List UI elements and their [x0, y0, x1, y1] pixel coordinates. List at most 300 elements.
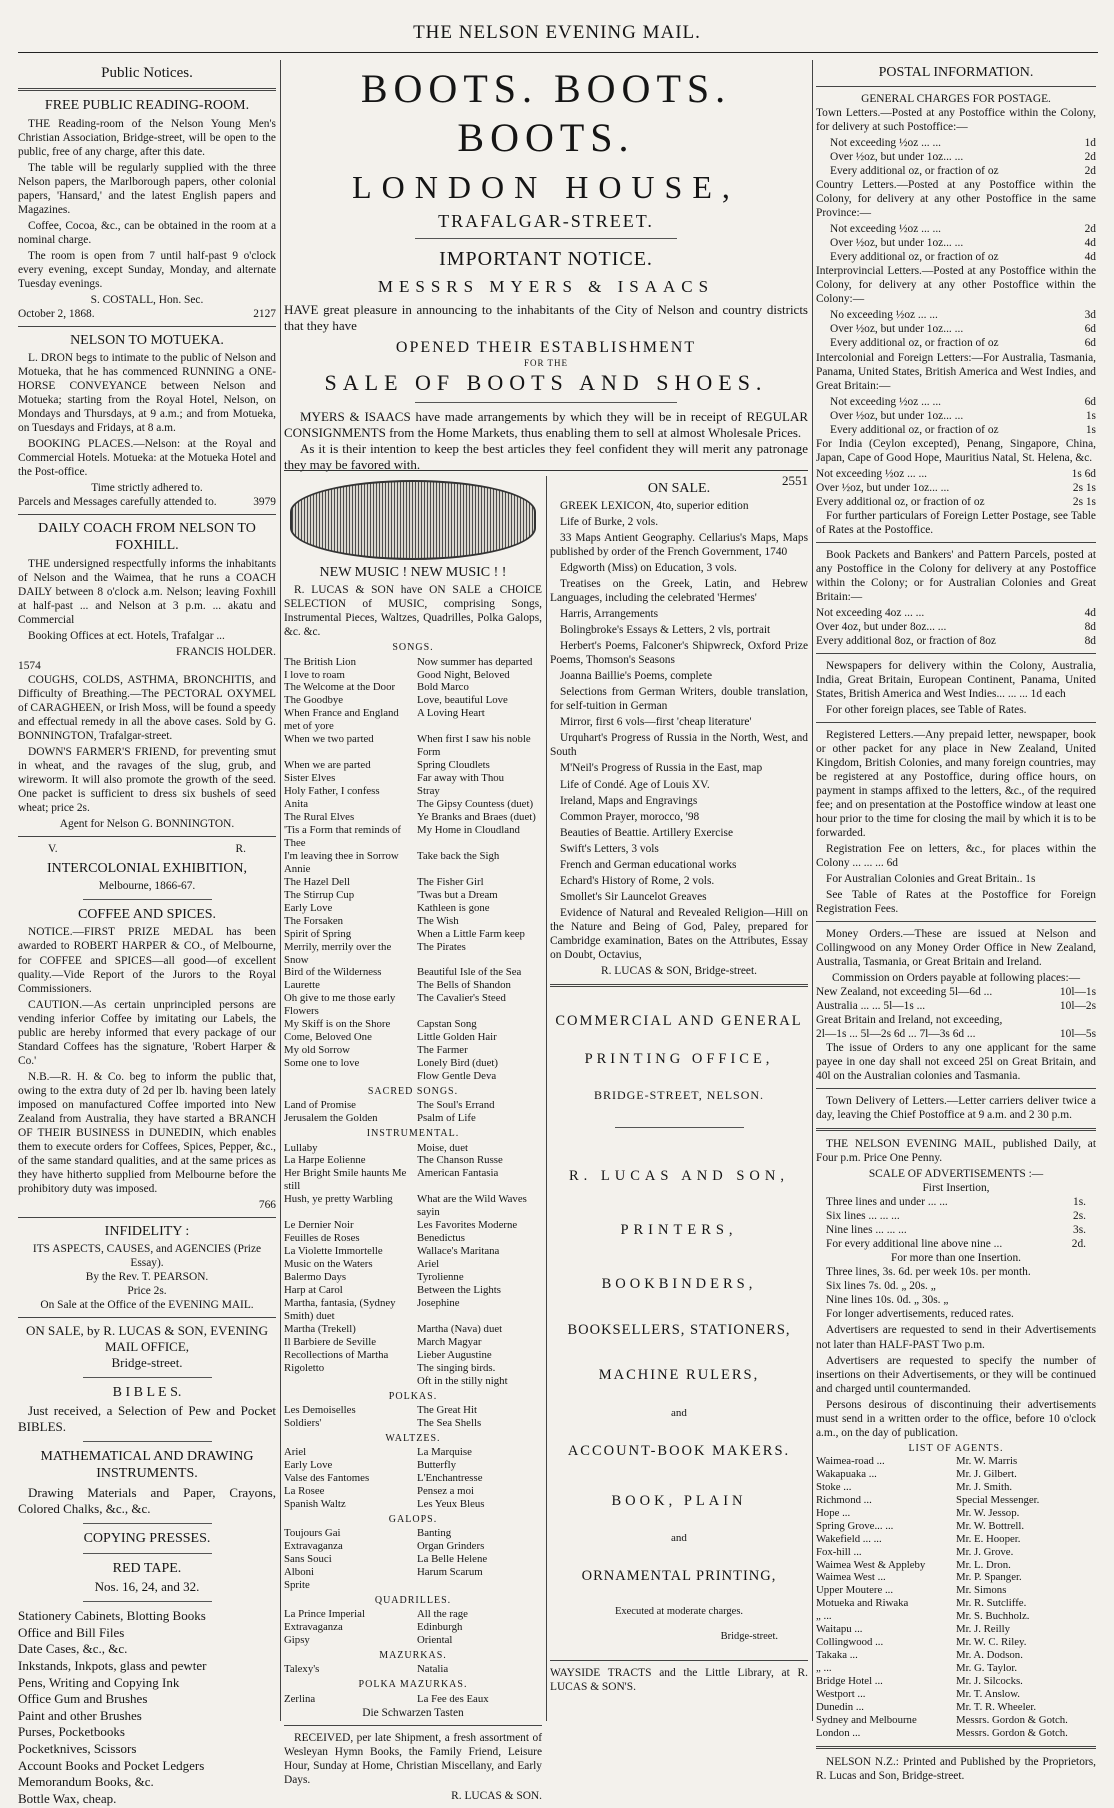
rate-row — [830, 136, 1096, 150]
ad-text: NOTICE.—FIRST PRIZE MEDAL has been awarded to ROBERT HARPER & CO., of Melbourne, for COFFEE and SPICES—all good—of excellent quality.—Vide Report of the Jurors to the Royal Commissioners. — [18, 926, 276, 995]
rate-value: 3s. — [1073, 1224, 1086, 1237]
list-item: Extravaganza — [284, 1621, 343, 1634]
list-item: Upper Moutere ... — [816, 1584, 894, 1597]
divider — [83, 1601, 212, 1602]
divider — [18, 1317, 276, 1318]
list-item: L'Enchantresse — [417, 1472, 483, 1485]
list-item: Mr. T. R. Wheeler. — [956, 1701, 1037, 1714]
rate-row — [816, 999, 1096, 1013]
postal-text: Intercolonial and Foreign Letters:—For Australia, Tasmania, Panama, United States, British America and West Indies, and Great Britain:— — [816, 351, 1096, 392]
rate-label: Six lines ... ... ... — [826, 1210, 900, 1223]
list-item: La Fee des Eaux — [417, 1692, 489, 1705]
rate-row — [826, 1209, 1086, 1223]
list-item: The Great Hit — [417, 1403, 477, 1416]
ad-text: HAVE great pleasure in announcing to the inhabitants of the City of Nelson and country districts that they have — [284, 302, 808, 334]
list-item: Spring Cloudlets — [417, 759, 490, 772]
list-item: Good Night, Beloved — [417, 668, 510, 681]
list-item: Zerlina — [284, 1692, 316, 1705]
ad-text: THE undersigned respectfully informs the inhabitants of Nelson and the Waimea, that he runs a COACH DAILY between 8 o'clock a.m. Nelson; leaving Foxhill at half-past ... and Nelson at 3 p.m. ... akatu and Commercial — [18, 557, 276, 626]
office-title: COMMERCIAL AND GENERAL — [555, 1012, 803, 1029]
rate-value: 2d. — [1071, 1238, 1086, 1251]
list-item: Pens, Writing and Copying Ink — [18, 1674, 180, 1690]
ad-text: CAUTION.—As certain unprincipled persons are vending inferior Coffee by imitating our Labels, the public are hereby informed that every package of our Standard Coffees has the signature, 'Robert Harper & Co.' — [18, 998, 276, 1067]
list-item: Lullaby — [284, 1141, 318, 1154]
list-item: Paint and other Brushes — [18, 1707, 142, 1723]
firm-name: R. LUCAS AND SON, — [569, 1168, 789, 1185]
rate-label: Every additional oz, or fraction of oz — [830, 337, 999, 350]
subsection-title: POLKA MAZURKAS. — [358, 1679, 468, 1691]
rate-table — [816, 395, 1096, 437]
ad-signature: R. LUCAS & SON, Bridge-street. — [601, 964, 757, 977]
rate-value: 6d — [1084, 337, 1096, 350]
list-item: Holy Father, I confess — [284, 785, 380, 798]
masthead: THE NELSON EVENING MAIL. — [413, 22, 701, 43]
subsection-title: LIST OF AGENTS. — [908, 1442, 1004, 1454]
ad-text: The room is open from 7 until half-past 9 o'clock every evening, except Sunday, Monday, and alternate Tuesday evenings. — [18, 249, 276, 290]
list-item: Mr. J. Silcocks. — [956, 1675, 1023, 1688]
list-item: The Gipsy Countess (duet) — [417, 798, 534, 811]
list-item: March Magyar — [417, 1335, 482, 1348]
list-item: Valse des Fantomes — [284, 1472, 370, 1485]
trade-note: Executed at moderate charges. — [614, 1605, 744, 1617]
list-item: Little Golden Hair — [417, 1031, 497, 1044]
ad-text: As it is their intention to keep the best articles they feel confident they will merit any patronage they may be favored with. — [284, 441, 808, 473]
rate-value: 4d — [1084, 237, 1096, 250]
list-item: Extravaganza — [284, 1540, 343, 1553]
divider — [550, 1660, 808, 1661]
ad-title: RED TAPE. — [112, 1560, 182, 1576]
trade: PRINTERS, — [620, 1221, 738, 1238]
divider — [83, 1377, 212, 1378]
trade-connector: and — [671, 1407, 687, 1420]
list-item: Come, Beloved One — [284, 1031, 372, 1044]
divider — [816, 542, 1096, 543]
list-item: La Harpe Eolienne — [284, 1154, 366, 1167]
ad-signature: R. LUCAS & SON. — [451, 1789, 542, 1802]
list-item: The Hazel Dell — [284, 875, 350, 888]
list-item: Ireland, Maps and Engravings — [560, 794, 698, 807]
list-item: The Goodbye — [284, 694, 344, 707]
rate-label: No exceeding ½oz ... ... — [830, 309, 938, 322]
list-item: Ariel — [417, 1258, 440, 1271]
ad-title: FREE PUBLIC READING-ROOM. — [44, 98, 250, 114]
mail-text: For more than one Insertion. — [890, 1252, 1021, 1265]
postal-text: Commission on Orders payable at following places:— — [831, 972, 1081, 985]
rate-value: 2d — [1084, 223, 1096, 236]
ad-title: B I B L E S. — [112, 1385, 182, 1401]
list-item: Westport ... — [816, 1688, 866, 1701]
postal-text: See Table of Rates at the Postoffice for Foreign Registration Fees. — [816, 889, 1096, 916]
list-item: Harp at Carol — [284, 1284, 343, 1297]
list-item: La Belle Helene — [417, 1553, 488, 1566]
list-item: Les Demoiselles — [284, 1403, 356, 1416]
divider — [816, 722, 1096, 723]
ad-title: COPYING PRESSES. — [83, 1530, 211, 1546]
list-item: Selections from German Writers, double translation, for self-tuition in German — [550, 686, 808, 713]
divider — [415, 238, 677, 239]
list-item: The Pirates — [417, 940, 466, 953]
ad-title: ON SALE, by R. LUCAS & SON, EVENING MAIL OFFICE, — [26, 1323, 268, 1355]
ad-subtitle: Melbourne, 1866-67. — [98, 880, 196, 893]
divider — [816, 653, 1096, 654]
list-item: When France and England met of yore — [284, 707, 399, 733]
songs-list — [284, 656, 542, 1083]
divider — [816, 921, 1096, 922]
list-item: Beauties of Beattie. Artillery Exercise — [560, 826, 734, 839]
list-item: Mr. A. Dodson. — [956, 1649, 1023, 1662]
rate-row — [816, 495, 1096, 509]
mail-text: Advertisers are requested to specify the number of insertions on their Advertisements, or they will be continued and charged until countermanded. — [816, 1354, 1096, 1395]
list-item: Soldiers' — [284, 1416, 322, 1429]
list-item: 'Twas but a Dream — [417, 888, 498, 901]
trade: BOOKSELLERS, STATIONERS, — [567, 1321, 791, 1338]
rate-row — [816, 1013, 1096, 1027]
list-item: Bold Marco — [417, 681, 469, 694]
rate-row — [816, 481, 1096, 495]
list-item: Beautiful Isle of the Sea — [417, 966, 522, 979]
list-item: The Cavalier's Steed — [417, 992, 506, 1005]
list-item: Some one to love — [284, 1057, 360, 1070]
list-item: Urquhart's Progress of Russia in the North, West, and South — [550, 732, 808, 759]
list-item: „ ... — [816, 1610, 832, 1623]
list-item: Music on the Waters — [284, 1258, 373, 1271]
trade: ACCOUNT-BOOK MAKERS. — [567, 1442, 791, 1459]
subsection-title: INSTRUMENTAL. — [366, 1128, 460, 1140]
divider — [18, 514, 276, 515]
list-item: Mr. J. Reilly — [956, 1623, 1010, 1636]
list-item: Mr. P. Spanger. — [956, 1571, 1022, 1584]
list-item: When we two parted — [284, 733, 374, 746]
rate-row — [830, 236, 1096, 250]
rate-table — [816, 467, 1096, 509]
subsection-title: QUADRILLES. — [374, 1594, 452, 1606]
divider — [816, 1746, 1096, 1749]
ad-text: R. LUCAS & SON have ON SALE a CHOICE SELECTION of MUSIC, comprising Songs, Instrumental Pieces, Waltzes, Quadrilles, Polka Galops, &c. &c. — [284, 584, 542, 639]
list-item: Merrily, merrily over the Snow — [284, 940, 392, 966]
rate-row — [830, 336, 1096, 350]
divider — [550, 984, 808, 987]
list-item: Love, beautiful Love — [417, 694, 508, 707]
ad-title: DAILY COACH FROM NELSON TO FOXHILL. — [38, 521, 256, 554]
list-item: Mr. S. Buchholz. — [956, 1610, 1030, 1623]
rate-label: Every additional oz, or fraction of oz — [830, 423, 999, 436]
ad-text: MYERS & ISAACS have made arrangements by which they will be in receipt of REGULAR CONSIGNMENTS from the Home Markets, thus enabling them to sell at almost Wholesale Prices. — [284, 409, 808, 441]
list-item: All the rage — [417, 1608, 468, 1621]
ad-text: OPENED THEIR ESTABLISHMENT — [395, 339, 697, 357]
list-item: Kathleen is gone — [417, 901, 490, 914]
rate-label: Over ½oz, but under 1oz... ... — [830, 237, 964, 250]
list-item: Joanna Baillie's Poems, complete — [560, 670, 712, 683]
rate-label: Six lines 7s. 0d. „ 20s. „ — [826, 1280, 936, 1293]
rate-value: 1s — [1085, 423, 1096, 436]
rate-label: Every additional oz, or fraction of oz — [830, 251, 999, 264]
books-list — [550, 499, 808, 961]
ad-headline: BOOTS. BOOTS. BOOTS. — [360, 66, 732, 161]
list-item: Toujours Gai — [284, 1527, 341, 1540]
list-item: Spring Grove... ... — [816, 1519, 894, 1532]
list-item: La Marquise — [417, 1446, 472, 1459]
list-item: Waitapu ... — [816, 1623, 863, 1636]
ad-signature: S. COSTALL, Hon. Sec. — [90, 293, 204, 306]
ad-signature: FRANCIS HOLDER. — [176, 645, 276, 658]
ad-text: WAYSIDE TRACTS and the Little Library, at R. LUCAS & SON'S. — [550, 1666, 808, 1693]
list-item: Recollections of Martha — [284, 1348, 389, 1361]
mail-text: First Insertion, — [922, 1182, 990, 1195]
list-item: Harris, Arrangements — [560, 608, 659, 621]
rate-label: Three lines, 3s. 6d. per week 10s. per month. — [826, 1266, 1031, 1279]
trade-connector: and — [671, 1532, 687, 1545]
section-title: POSTAL INFORMATION. — [878, 65, 1034, 80]
rate-value: 1d — [1084, 137, 1096, 150]
list-item: Bridge Hotel ... — [816, 1675, 883, 1688]
cipher-r: R. — [235, 843, 246, 855]
list-item: Richmond ... — [816, 1493, 872, 1506]
ad-text: On Sale at the Office of the EVENING MAIL. — [40, 1299, 254, 1312]
rate-value: 6d — [1084, 395, 1096, 408]
list-item: Memorandum Books, &c. — [18, 1774, 154, 1790]
list-item: Dunedin ... — [816, 1701, 864, 1714]
list-item: Martha (Nava) duet — [417, 1322, 503, 1335]
ad-text: DOWN'S FARMER'S FRIEND, for preventing smut in wheat, and the ravages of the slug, grub, and wireworm. It will also promote the growth of the seed. One packet is sufficient to dress six bushels of seed wheat; price 2s. — [18, 745, 276, 814]
list-item: Benedictus — [417, 1232, 465, 1245]
ad-title: ON SALE. — [647, 481, 711, 496]
ad-text: THE Reading-room of the Nelson Young Men's Christian Association, Bridge-street, will be open to the public, free of any charge, after this date. — [18, 117, 276, 158]
list-item: Waimea West ... — [816, 1571, 886, 1584]
rate-label: Not exceeding 4oz ... ... — [816, 606, 925, 619]
list-item: I'm leaving thee in Sorrow Annie — [284, 849, 399, 875]
list-item: Mr. W. C. Riley. — [956, 1636, 1027, 1649]
ad-street: TRAFALGAR-STREET. — [438, 210, 654, 231]
list-item: Martha, fantasia, (Sydney Smith) duet — [284, 1296, 396, 1322]
postal-text: Registered Letters.—Any prepaid letter, newspaper, book or other packet for any place in New Zealand, United Kingdom, British Colonies, and many foreign countries, may be registered at any Postoffice, during office hours, on payment in stamps affixed to the letters, &c., of the required fee; and on presentation at the Postoffice window at least one hour prior to the time for closing the mail by which it is to be forwarded. — [816, 728, 1096, 839]
list-item: Mirror, first 6 vols—first 'cheap literature' — [560, 716, 752, 729]
list-item: Far away with Thou — [417, 772, 505, 785]
rate-table — [816, 308, 1096, 350]
rate-value: 2s 1s — [1072, 481, 1096, 494]
list-item: La Violette Immortelle — [284, 1245, 383, 1258]
mail-text: THE NELSON EVENING MAIL, published Daily, at Four p.m. Price One Penny. — [816, 1138, 1096, 1165]
list-item: Bolingbroke's Essays & Letters, 2 vls, portrait — [560, 624, 771, 637]
list-item: Mr. G. Taylor. — [956, 1662, 1018, 1675]
list-item: Takaka ... — [816, 1649, 858, 1662]
list-item: Martha (Trekell) — [284, 1322, 356, 1335]
ad-text: Coffee, Cocoa, &c., can be obtained in the room at a nominal charge. — [18, 219, 276, 246]
rate-table — [816, 136, 1096, 178]
ad-footer — [18, 495, 276, 509]
rate-table — [816, 985, 1096, 1041]
list-item: Stationery Cabinets, Blotting Books — [18, 1608, 206, 1624]
ad-title: MATHEMATICAL AND DRAWING INSTRUMENTS. — [40, 1449, 254, 1482]
list-item: Mr. R. Sutcliffe. — [956, 1597, 1027, 1610]
list-item: Early Love — [284, 901, 333, 914]
rate-table — [816, 606, 1096, 648]
list-item — [417, 1579, 542, 1592]
ad-text: RECEIVED, per late Shipment, a fresh assortment of Wesleyan Hymn Books, the Family Friend, Leisure Hour, Sunday at Home, Christian Miscellany, and Early Days. — [284, 1731, 542, 1786]
rate-row — [830, 222, 1096, 236]
list-item: A Loving Heart — [417, 707, 485, 720]
rate-value: 2d — [1084, 151, 1096, 164]
list-item: I love to roam — [284, 668, 345, 681]
list-item: Motueka and Riwaka — [816, 1597, 909, 1610]
ad-date: October 2, 1868. — [18, 307, 95, 320]
postal-text: Book Packets and Bankers' and Pattern Parcels, posted at any Postoffice in the Colony for delivery at any Postoffice within the Colony; or for Australian Colonies and Great Britain:— — [816, 548, 1096, 603]
rate-value: 6d — [1084, 323, 1096, 336]
rate-row — [830, 423, 1096, 437]
ad-signature: Agent for Nelson G. BONNINGTON. — [59, 817, 235, 830]
postal-text: Newspapers for delivery within the Colony, Australia, India, Great Britain, European Continent, Panama, United States, British America and West Indies... ... ... 1d each — [816, 659, 1096, 700]
quadrilles-list — [284, 1608, 542, 1647]
divider — [83, 1523, 212, 1524]
list-item: Spirit of Spring — [284, 927, 352, 940]
rate-row — [830, 322, 1096, 336]
rate-label: Over ½oz, but under 1oz... ... — [830, 409, 964, 422]
rate-label: Every additional oz, or fraction of oz — [830, 165, 999, 178]
rate-value: 8d — [1084, 620, 1096, 633]
list-item: Moise, duet — [417, 1141, 468, 1154]
ad-text: The table will be regularly supplied with the three Nelson papers, the Marlborough papers, other colonial papers, 'Hansard,' and the latest English papers and Magazines. — [18, 161, 276, 216]
list-item: Lieber Augustine — [417, 1348, 492, 1361]
list-item: Mr. J. Smith. — [956, 1480, 1013, 1493]
list-item: Les Yeux Bleus — [417, 1497, 485, 1510]
royal-cipher — [18, 842, 276, 856]
rate-value: 1s. — [1073, 1196, 1086, 1209]
rate-label: 2l—1s ... 5l—2s 6d ... 7l—3s 6d ... — [816, 1028, 976, 1041]
office-street: BRIDGE-STREET, NELSON. — [593, 1088, 765, 1103]
list-item: La Prince Imperial — [284, 1608, 365, 1621]
divider — [18, 326, 276, 327]
trade: MACHINE RULERS, — [598, 1367, 760, 1384]
column-music — [284, 476, 542, 1802]
list-item: Lonely Bird (duet) — [417, 1057, 498, 1070]
list-item: Between the Lights — [417, 1284, 501, 1297]
list-item: Bird of the Wilderness — [284, 966, 382, 979]
ad-text: ITS ASPECTS, CAUSES, and AGENCIES (Prize Essay). — [32, 1243, 262, 1270]
list-item: Les Favorites Moderne — [417, 1219, 518, 1232]
list-item: Echard's History of Rome, 2 vols. — [560, 874, 715, 887]
list-item: Now summer has departed — [417, 655, 533, 668]
ad-text: N.B.—R. H. & Co. beg to inform the public that, owing to the extra duty of 2d per lb. having been lately imposed on manufactured Coffee imported into New Zealand from Australia, they have started a BRANCH OF THEIR BUSINESS in DUNEDIN, which enables them to execute orders for Coffees, Spices, Pepper, &c., of the same standard qualities, and at the same prices as they have hitherto supplied from Melbourne before the prohibitory duty was imposed. — [18, 1070, 276, 1195]
subsection-title: GALOPS. — [388, 1513, 438, 1525]
rate-value: 2s. — [1073, 1210, 1086, 1223]
list-item: Land of Promise — [284, 1099, 356, 1112]
rate-label: Three lines and under ... ... — [826, 1196, 948, 1209]
list-item: Early Love — [284, 1459, 333, 1472]
postal-text: Town Letters.—Posted at any Postoffice within the Colony, for delivery at such Postoffice:— — [816, 107, 1096, 134]
list-item: Inkstands, Inkpots, glass and pewter — [18, 1657, 207, 1673]
list-item: The Stirrup Cup — [284, 888, 355, 901]
list-item: Balermo Days — [284, 1271, 347, 1284]
postal-text: The issue of Orders to any one applicant for the same payee in one day shall not exceed 25l on Great Britain, and 40l on the Australian colonies and Tasmania. — [816, 1042, 1096, 1083]
divider — [18, 836, 276, 837]
list-item: Herbert's Poems, Falconer's Shipwreck, Oxford Prize Poems, Thomson's Seasons — [550, 640, 808, 667]
list-item — [284, 1070, 409, 1083]
list-item: GREEK LEXICON, 4to, superior edition — [560, 500, 749, 513]
postal-text: Country Letters.—Posted at any Postoffice within the Colony, for delivery at any other Postoffice in the same Province:— — [816, 179, 1096, 220]
ad-firm: MESSRS MYERS & ISAACS — [377, 277, 715, 297]
rate-label: Nine lines 10s. 0d. „ 30s. „ — [826, 1294, 949, 1307]
ad-number: 3979 — [253, 496, 276, 509]
ad-title: COFFEE AND SPICES. — [77, 907, 217, 923]
list-item: American Fantasia — [417, 1167, 499, 1180]
list-item: London ... — [816, 1726, 861, 1739]
list-item: Wakefield ... ... — [816, 1532, 882, 1545]
list-item: Le Dernier Noir — [284, 1219, 354, 1232]
divider — [18, 1217, 276, 1218]
list-item: Mr. W. Bottrell. — [956, 1519, 1025, 1532]
list-item: The Forsaken — [284, 914, 344, 927]
list-item: Die Schwarzen Tasten — [362, 1706, 464, 1719]
list-item: My old Sorrow — [284, 1044, 350, 1057]
postal-text: For other foreign places, see Table of Rates. — [826, 703, 1027, 716]
rate-row — [830, 308, 1096, 322]
rate-table — [816, 222, 1096, 264]
list-item: Flow Gentle Deva — [417, 1070, 497, 1083]
trade-note: Bridge-street. — [720, 1630, 778, 1642]
list-item: M'Neil's Progress of Russia in the East, map — [560, 762, 763, 775]
rate-row — [826, 1237, 1086, 1251]
ad-text: BOOKING PLACES.—Nelson: at the Royal and Commercial Hotels. Motueka: at the Motueka Hotel and the Post-office. — [18, 438, 276, 479]
rate-row — [826, 1223, 1086, 1237]
list-item: Mr. W. Jessop. — [956, 1506, 1020, 1519]
list-item: Life of Burke, 2 vols. — [560, 516, 659, 529]
list-item: Messrs. Gordon & Gotch. — [956, 1726, 1068, 1739]
list-item: Her Bright Smile haunts Me still — [284, 1167, 407, 1193]
divider — [415, 402, 677, 403]
rate-value: 10l—1s — [1059, 986, 1096, 999]
list-item: „ ... — [816, 1662, 832, 1675]
ad-title: NELSON TO MOTUEKA. — [70, 332, 224, 348]
list-item: Spanish Waltz — [284, 1497, 346, 1510]
column-rule — [280, 60, 281, 1721]
rate-value: 3d — [1084, 309, 1096, 322]
postal-text: For India (Ceylon excepted), Penang, Singapore, China, Japan, Cape of Good Hope, Mauritius Natal, St. Helena, &c. — [816, 437, 1096, 464]
subsection-title: WALTZES. — [385, 1432, 441, 1444]
list-item: Oriental — [417, 1634, 453, 1647]
divider — [816, 86, 1096, 87]
trade: BOOKBINDERS, — [601, 1275, 757, 1292]
subsection-title: POLKAS. — [388, 1390, 438, 1402]
ad-footer — [18, 307, 276, 321]
list-item: Josephine — [417, 1296, 460, 1309]
instrumental-list — [284, 1142, 542, 1388]
trade: BOOK, PLAIN — [611, 1492, 747, 1509]
rate-row — [816, 620, 1096, 634]
list-item: When first I saw his noble Form — [417, 733, 531, 759]
postal-text: Money Orders.—These are issued at Nelson and Collingwood on any Money Order Office in New Zealand, Australia, Tasmania, or Great Britain and Ireland. — [816, 928, 1096, 969]
list-item: 'Tis a Form that reminds of Thee — [284, 823, 402, 849]
column-postal — [816, 60, 1096, 1782]
list-item: Rigoletto — [284, 1361, 325, 1374]
column-printing-office — [550, 476, 808, 1723]
list-item: The Wish — [417, 914, 459, 927]
mail-text: For longer advertisements, reduced rates. — [826, 1308, 1014, 1321]
ad-store-name: LONDON HOUSE, — [352, 169, 740, 206]
list-item: Edgworth (Miss) on Education, 3 vols. — [560, 562, 737, 575]
mail-text: SCALE OF ADVERTISEMENTS :— — [868, 1168, 1044, 1181]
list-item: The Welcome at the Door — [284, 681, 396, 694]
list-item: Alboni — [284, 1566, 314, 1579]
list-item: The Soul's Errand — [417, 1099, 495, 1112]
rate-label: Over 4oz, but under 8oz... ... — [816, 620, 947, 633]
rate-label: For every additional line above nine ... — [826, 1238, 1003, 1251]
list-item: Account Books and Pocket Ledgers — [18, 1757, 205, 1773]
list-item: Purses, Pocketbooks — [18, 1724, 125, 1740]
rate-row — [830, 250, 1096, 264]
list-item: Waimea-road ... — [816, 1454, 885, 1467]
rate-value: 2s 1s — [1072, 495, 1096, 508]
divider — [18, 88, 276, 91]
list-item: Anita — [284, 798, 308, 811]
